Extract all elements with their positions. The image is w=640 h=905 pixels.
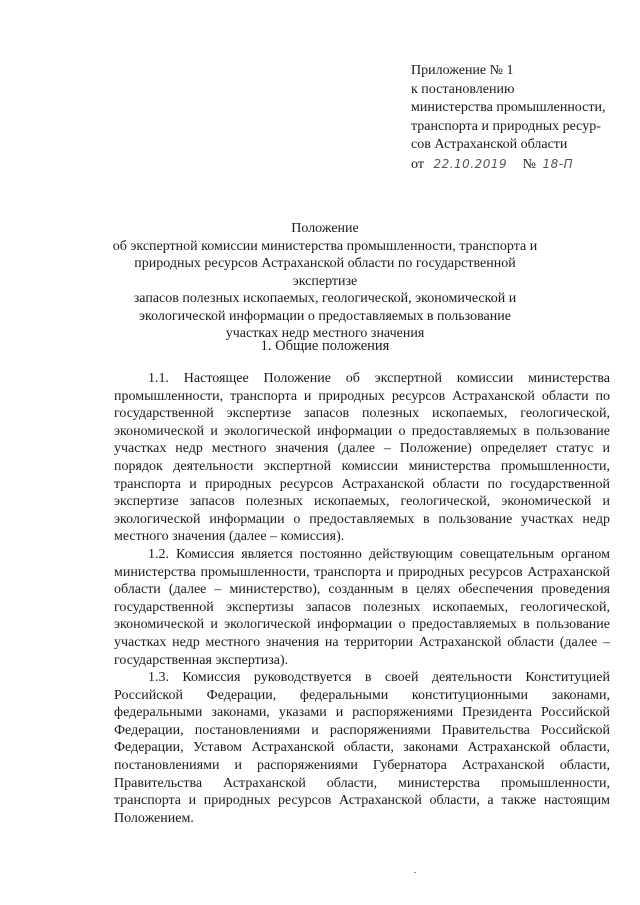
document-title — [110, 220, 540, 343]
appendix-line: транспорта и природных ресур- — [411, 118, 601, 134]
appendix-line: сов Астраханской области — [411, 137, 568, 152]
paragraph-1-1: 1.1. Настоящее Положение об экспертной комиссии министерства промышленности, транспорта и природных ресурсов Астраханской области по государственной экспертизе запасов полезных ископаемых, геологической, экономической и экологической информации о предоставляемых в пользование участках недр местного значения (далее – Положение) определяет статус и порядок деятельности экспертной комиссии министерства промышленности, транспорта и природных ресурсов Астраханской области по государственной экспертизе запасов полезных ископаемых, геологической, экономической и экологической информации о предоставляемых в пользование участках недр местного значения (далее – комиссия). — [114, 371, 610, 545]
handwritten-date: 22.10.2019 — [433, 156, 508, 171]
date-prefix: от — [411, 156, 424, 172]
appendix-line: министерства промышленности, — [411, 100, 606, 115]
paragraph-1-3: 1.3. Комиссия руководствуется в своей деятельности Конституцией Российской Федерации, федеральными конституционными законами, федеральными законами, указами и распоряжениями Президента Российской Федерации, постановлениями и распоряжениями Правительства Российской Федерации, Уставом Астраханской области, законами Астраханской области, постановлениями и распоряжениями Губернатора Астраханской области, Правительства Астраханской области, министерства промышленности, транспорта и природных ресурсов Астраханской области, а также настоящим Положением. — [114, 670, 610, 826]
paragraph-1-2: 1.2. Комиссия является постоянно действующим совещательным органом министерства промышленности, транспорта и природных ресурсов Астраханской области (далее – министерство), созданным в целях обеспечения проведения государственной экспертизы запасов полезных ископаемых, геологической, экономической и экологической информации о предоставляемых в пользование участках недр местного значения на территории Астраханской области (далее – государственная экспертиза). — [114, 546, 610, 668]
title-line: экологической информации о предоставляемых в пользование — [139, 308, 511, 324]
appendix-date-line — [411, 155, 626, 175]
title-line: участках недр местного значения — [225, 326, 425, 341]
title-heading: Положение — [291, 221, 359, 236]
appendix-block — [411, 62, 626, 174]
handwritten-number: 18-П — [542, 156, 574, 171]
title-line: об экспертной комиссии министерства промышленности, транспорта и — [112, 238, 538, 254]
appendix-title: Приложение № 1 — [411, 63, 514, 78]
title-line: природных ресурсов Астраханской области по государственной экспертизе — [134, 256, 516, 289]
appendix-line: к постановлению — [411, 81, 515, 97]
title-line: запасов полезных ископаемых, геологической, экономической и — [133, 291, 517, 306]
number-prefix: № — [522, 156, 537, 172]
section-heading: 1. Общие положения — [260, 338, 390, 354]
scan-speck — [414, 872, 416, 873]
document-body — [114, 370, 610, 827]
